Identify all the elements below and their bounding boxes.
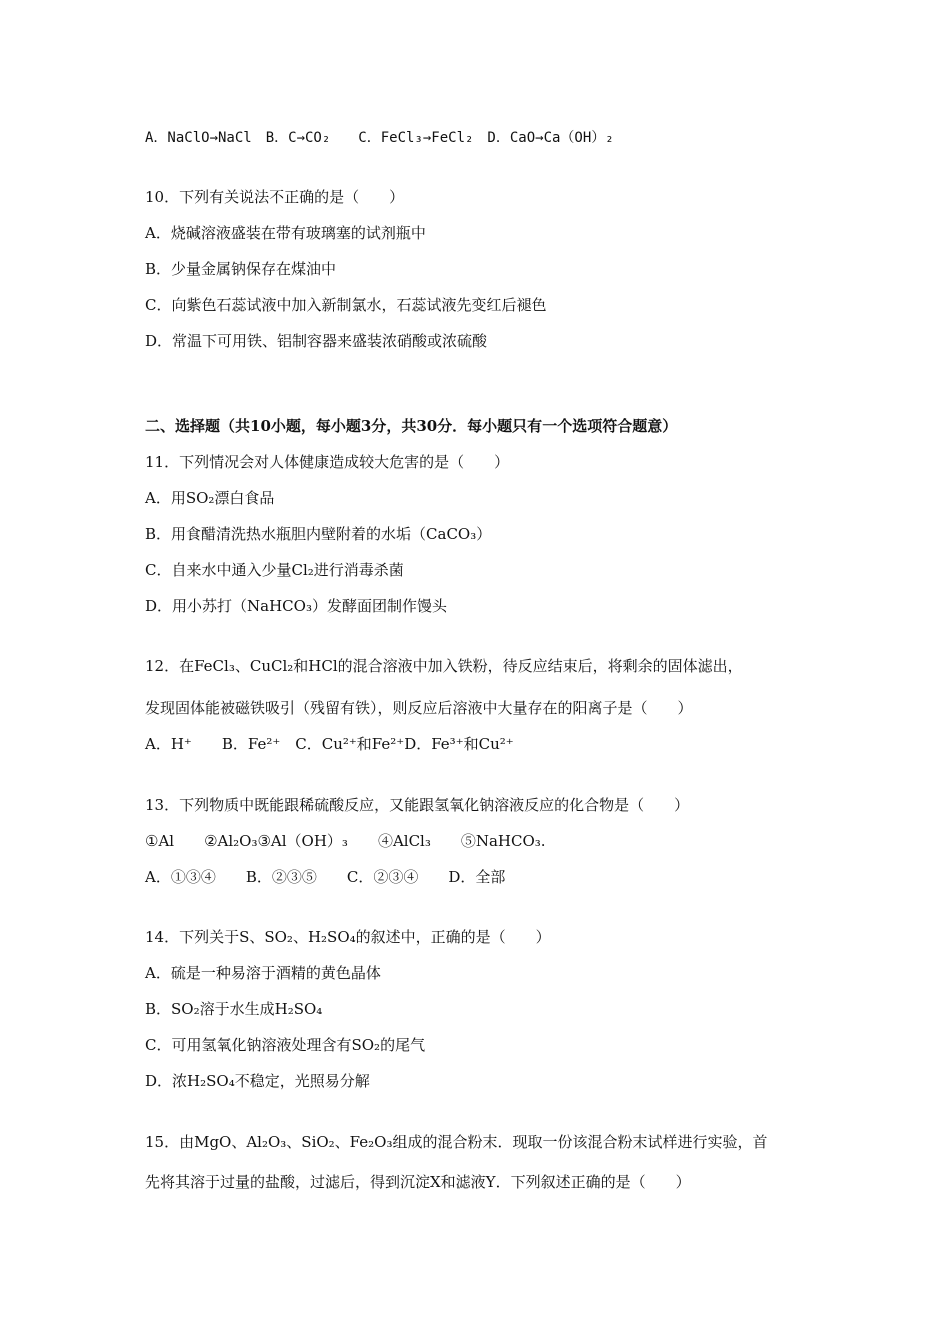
q15-stem-line2: 先将其溶于过量的盐酸，过滤后，得到沉淀X和滤液Y．下列叙述正确的是（ ） [145,1173,691,1191]
q10-option-d: D．常温下可用铁、铝制容器来盛装浓硝酸或浓硫酸 [145,332,488,350]
q13-items: ①Al ②Al₂O₃③Al（OH）₃ ④AlCl₃ ⑤NaHCO₃. [145,832,546,850]
q12-stem-line2: 发现固体能被磁铁吸引（残留有铁），则反应后溶液中大量存在的阳离子是（ ） [145,699,693,717]
q15-stem-line1: 15．由MgO、Al₂O₃、SiO₂、Fe₂O₃组成的混合粉末．现取一份该混合粉末试样进行实验，首 [145,1133,768,1151]
q13-options: A．①③④ B．②③⑤ C．②③④ D．全部 [145,868,506,886]
q10-stem: 10．下列有关说法不正确的是（ ） [145,188,405,206]
q14-stem: 14．下列关于S、SO₂、H₂SO₄的叙述中，正确的是（ ） [145,928,551,946]
q9-options: A．NaClO→NaCl B．C→CO₂ C．FeCl₃→FeCl₂ D．CaO→Ca（OH）₂ [145,130,614,146]
section-heading: 二、选择题（共10小题，每小题3分，共30分．每小题只有一个选项符合题意） [145,417,678,435]
q14-option-a: A．硫是一种易溶于酒精的黄色晶体 [145,964,381,982]
q10-option-c: C．向紫色石蕊试液中加入新制氯水，石蕊试液先变红后褪色 [145,296,547,314]
q11-stem: 11．下列情况会对人体健康造成较大危害的是（ ） [145,453,510,471]
q14-option-d: D．浓H₂SO₄不稳定，光照易分解 [145,1072,370,1090]
q12-options: A．H⁺ B．Fe²⁺ C．Cu²⁺和Fe²⁺D．Fe³⁺和Cu²⁺ [145,735,514,753]
q10-option-b: B．少量金属钠保存在煤油中 [145,260,337,278]
q14-option-b: B．SO₂溶于水生成H₂SO₄ [145,1000,323,1018]
q10-option-a: A．烧碱溶液盛装在带有玻璃塞的试剂瓶中 [145,224,426,242]
q11-option-c: C．自来水中通入少量Cl₂进行消毒杀菌 [145,561,404,579]
q12-stem-line1: 12．在FeCl₃、CuCl₂和HCl的混合溶液中加入铁粉，待反应结束后，将剩余的固体滤出， [145,657,743,675]
q11-option-a: A．用SO₂漂白食品 [145,489,275,507]
q11-option-d: D．用小苏打（NaHCO₃）发酵面团制作馒头 [145,597,447,615]
q13-stem: 13．下列物质中既能跟稀硫酸反应，又能跟氢氧化钠溶液反应的化合物是（ ） [145,796,690,814]
q11-option-b: B．用食醋清洗热水瓶胆内壁附着的水垢（CaCO₃） [145,525,492,543]
q14-option-c: C．可用氢氧化钠溶液处理含有SO₂的尾气 [145,1036,426,1054]
